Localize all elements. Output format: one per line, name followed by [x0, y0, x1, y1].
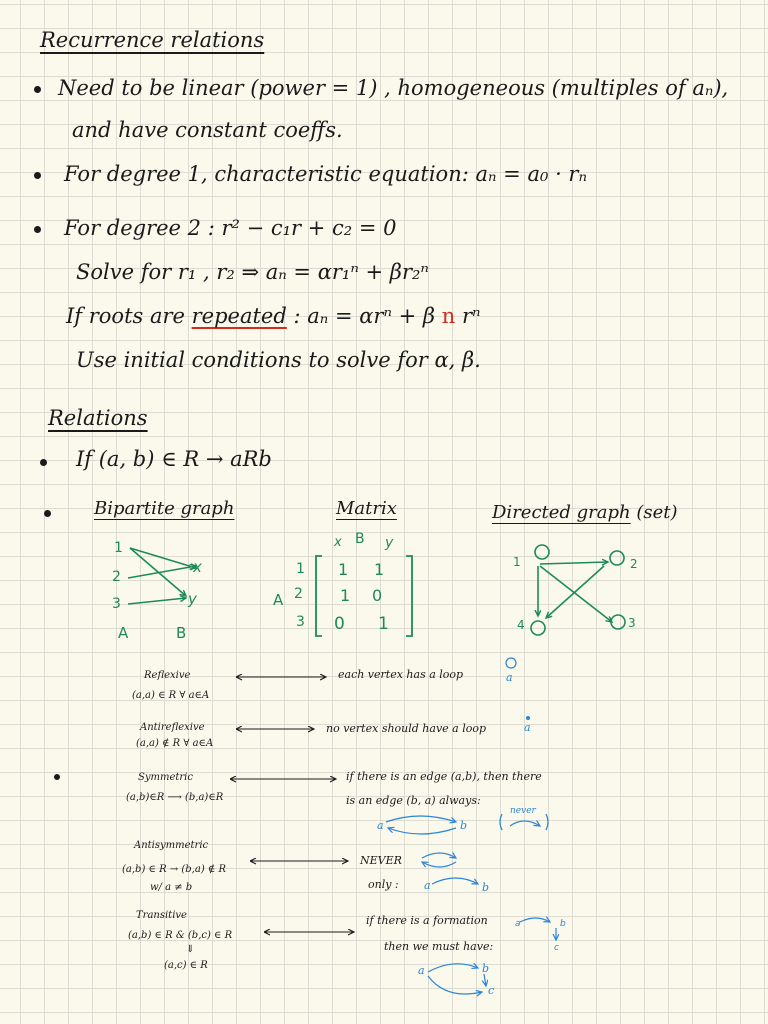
bipartite-node-2: 2 [112, 569, 121, 585]
antireflexive-example: a [524, 721, 531, 734]
transitive-ex-b: b [482, 962, 490, 975]
transitive-ex-a: a [418, 964, 425, 977]
reflexive-desc: each vertex has a loop [338, 668, 464, 681]
recurrence-bullet2: For degree 1, characteristic equation: aₙ = a₀ · rₙ [64, 162, 587, 186]
directed-node-4: 4 [517, 618, 525, 632]
antisymmetric-never: NEVER [360, 854, 402, 867]
symmetric-desc1: if there is an edge (a,b), then there [346, 770, 542, 783]
transitive-desc1: if there is a formation [366, 914, 488, 927]
symmetric-name: Symmetric [138, 772, 193, 783]
bipartite-edges [128, 548, 196, 604]
matrix-cell: 1 [378, 614, 389, 634]
matrix-cell: 1 [338, 560, 349, 579]
matrix-cell: 0 [372, 586, 383, 605]
bipartite-set-a: A [118, 624, 129, 642]
recurrence-bullet1-line1: Need to be linear (power = 1) , homogeneous (multiples of aₙ), [58, 76, 729, 100]
transitive-formation-b: b [560, 919, 566, 929]
matrix-title: Matrix [336, 498, 397, 519]
bipartite-node-y: y [188, 590, 197, 608]
bipartite-node-3: 3 [112, 596, 121, 612]
reflexive-formula: (a,a) ∈ R ∀ a∈A [132, 690, 210, 701]
repeated-red-n: n [441, 304, 456, 328]
relations-bullet1: If (a, b) ∈ R → aRb [76, 447, 272, 471]
antireflexive-formula: (a,a) ∉ R ∀ a∈A [136, 738, 214, 749]
directed-node-2: 2 [630, 557, 638, 571]
transitive-formula1: (a,b) ∈ R & (b,c) ∈ R [128, 930, 233, 941]
bipartite-set-b: B [176, 624, 187, 642]
transitive-name: Transitive [136, 910, 187, 921]
transitive-formula2: (a,c) ∈ R [164, 960, 208, 971]
recurrence-heading: Recurrence relations [40, 28, 265, 52]
bipartite-title: Bipartite graph [94, 498, 235, 519]
recurrence-degree2-line1: For degree 2 : r² − c₁r + c₂ = 0 [64, 216, 397, 240]
recurrence-degree2-line2: Solve for r₁ , r₂ ⇒ aₙ = αr₁ⁿ + βr₂ⁿ [76, 260, 429, 284]
antisymmetric-name: Antisymmetric [134, 840, 209, 851]
antisymmetric-ex-b: b [482, 881, 490, 894]
antisymmetric-ex-a: a [424, 879, 431, 892]
symmetric-desc2: is an edge (b, a) always: [346, 794, 481, 807]
reflexive-name: Reflexive [144, 670, 191, 681]
relations-heading: Relations [48, 406, 148, 430]
transitive-formation-a: a [515, 919, 521, 929]
matrix-col-y: y [385, 535, 394, 551]
directed-node-3: 3 [628, 616, 636, 630]
matrix-col-x: x [334, 535, 342, 550]
symmetric-never: never [510, 806, 536, 816]
transitive-ex-c: c [488, 984, 495, 997]
directed-title-suffix: (set) [636, 502, 678, 523]
antireflexive-desc: no vertex should have a loop [326, 722, 487, 735]
transitive-formation-c: c [554, 943, 559, 953]
recurrence-bullet1-line2: and have constant coeffs. [72, 118, 343, 142]
matrix-cell: 1 [374, 560, 385, 579]
matrix-row-1: 1 [296, 561, 305, 577]
bipartite-node-1: 1 [114, 540, 123, 556]
matrix-cell: 1 [340, 586, 351, 605]
property-arrows [230, 677, 354, 932]
directed-edges [531, 545, 625, 635]
antireflexive-name: Antireflexive [140, 722, 205, 733]
antisymmetric-formula2: w/ a ≠ b [150, 882, 193, 893]
repeated-formula-end: rⁿ [461, 304, 481, 328]
example-diagrams [386, 658, 556, 994]
reflexive-example: a [506, 671, 513, 684]
symmetric-ex-a: a [377, 819, 384, 832]
antisymmetric-only: only : [368, 878, 399, 891]
matrix-col-b: B [355, 531, 365, 547]
transitive-desc2: then we must have: [384, 940, 494, 953]
example-small-labels [515, 919, 566, 953]
directed-title-text: Directed graph [492, 502, 631, 523]
matrix-row-3: 3 [296, 614, 305, 630]
repeated-prefix: If roots are [66, 304, 185, 328]
symmetric-ex-b: b [460, 819, 468, 832]
antisymmetric-formula1: (a,b) ∈ R → (b,a) ∉ R [122, 864, 227, 875]
symmetric-formula: (a,b)∈R ⟶ (b,a)∈R [126, 792, 224, 803]
matrix-brackets [316, 556, 412, 636]
bipartite-node-x: x [193, 558, 202, 576]
matrix-set-a: A [273, 591, 284, 609]
repeated-keyword: repeated [191, 304, 287, 328]
transitive-arrow: ⇓ [186, 944, 195, 955]
matrix-cell: 0 [334, 614, 345, 634]
repeated-formula: : aₙ = αrⁿ + β [293, 304, 436, 328]
recurrence-degree2-line4: Use initial conditions to solve for α, β. [76, 348, 481, 372]
matrix-row-2: 2 [294, 586, 303, 602]
directed-node-1: 1 [513, 555, 521, 569]
